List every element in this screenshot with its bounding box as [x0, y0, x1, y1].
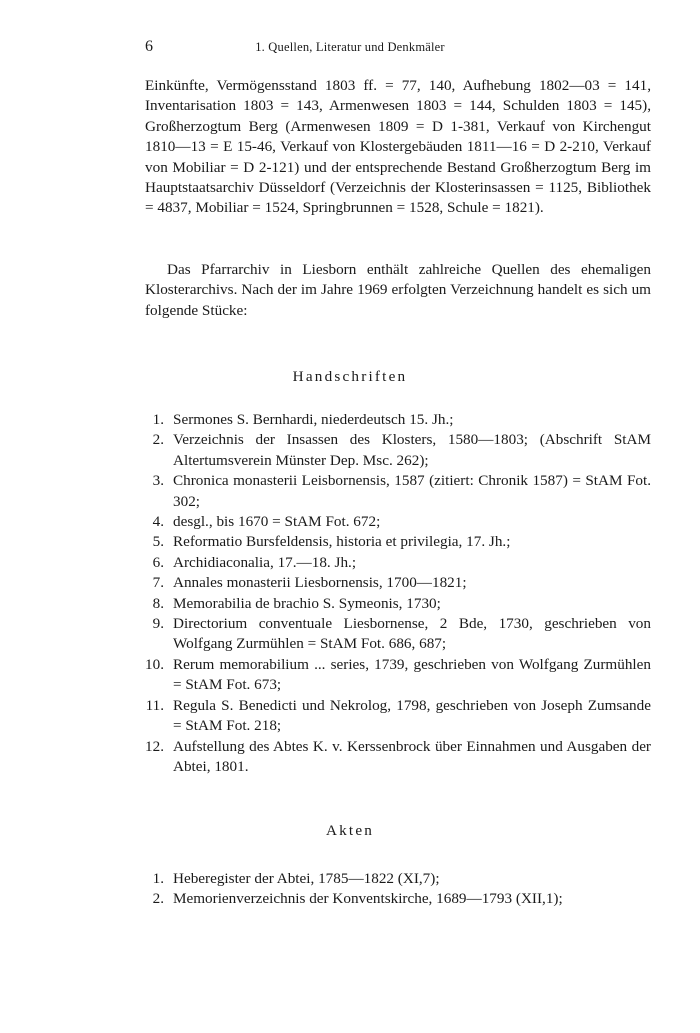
item-number: 7.	[152, 574, 164, 592]
item-number: 1.	[152, 870, 164, 887]
list-item	[145, 869, 651, 889]
item-number: 10.	[145, 655, 164, 673]
item-text: Memorienverzeichnis der Konventskirche, 1689—1793 (XII,1);	[173, 890, 563, 908]
item-number: 4.	[152, 513, 164, 531]
item-text: Reformatio Bursfeldensis, historia et privilegia, 17. Jh.;	[173, 533, 511, 551]
handschriften-list	[145, 410, 651, 777]
page-number: 6	[145, 38, 153, 55]
akten-list	[145, 869, 651, 910]
body-paragraph-1: Einkünfte, Vermögensstand 1803 ff. = 77, 140, Aufhebung 1802—03 = 141, Inventarisation 1803 = 143, Armenwesen 1803 = 144, Schulden 1803 = 145), Großherzogtum Berg (Armenwesen 1809 = D 1-381, Verkauf von Kirchengut 1810—13 = E 15-46, Verkauf von Klostergebäuden 1811—16 = D 2-210, Verkauf von Mobiliar = D 2-121) und der entsprechende Bestand Großherzogtum Berg im Hauptstaatsarchiv Düsseldorf (Verzeichnis der Klosterinsassen = 1125, Bibliothek = 4837, Mobiliar = 1524, Springbrunnen = 1528, Schule = 1821).	[145, 77, 651, 217]
list-item	[145, 594, 651, 614]
item-number: 2.	[152, 431, 164, 449]
item-text: Rerum memorabilium ... series, 1739, geschrieben von Wolfgang Zurmühlen = StAM Fot. 673;	[173, 655, 651, 694]
list-item	[145, 655, 651, 696]
item-number: 12.	[145, 737, 164, 755]
list-item	[145, 889, 651, 909]
item-number: 6.	[152, 553, 164, 571]
item-number: 5.	[152, 533, 164, 551]
list-item	[145, 410, 651, 430]
list-item	[145, 512, 651, 532]
item-text: Directorium conventuale Liesbornense, 2 Bde, 1730, geschrieben von Wolfgang Zurmühlen = StAM Fot. 686, 687;	[173, 615, 651, 653]
item-text: Archidiaconalia, 17.—18. Jh.;	[173, 553, 357, 571]
list-item	[145, 614, 651, 655]
item-text: Chronica monasterii Leisbornensis, 1587 (zitiert: Chronik 1587) = StAM Fot. 302;	[173, 472, 651, 510]
item-number: 1.	[152, 411, 164, 428]
list-item	[145, 430, 651, 471]
list-item	[145, 471, 651, 512]
item-number: 9.	[152, 615, 164, 633]
body-paragraph-2: Das Pfarrarchiv in Liesborn enthält zahlreiche Quellen des ehemaligen Klosterarchivs. Nach der im Jahre 1969 erfolgten Verzeichnung handelt es sich um folgende Stücke:	[145, 261, 651, 319]
item-number: 3.	[152, 472, 164, 490]
item-number: 8.	[152, 594, 164, 612]
item-text: Annales monasterii Liesbornensis, 1700—1821;	[173, 574, 467, 592]
list-item	[145, 553, 651, 573]
item-text: desgl., bis 1670 = StAM Fot. 672;	[173, 513, 381, 531]
item-number: 2.	[152, 890, 164, 908]
list-item	[145, 573, 651, 593]
list-item	[145, 532, 651, 552]
list-item	[145, 696, 651, 737]
item-text: Aufstellung des Abtes K. v. Kerssenbrock über Einnahmen und Ausgaben der Abtei, 1801.	[173, 737, 651, 775]
list-item	[145, 737, 651, 778]
item-number: 11.	[145, 696, 164, 714]
item-text: Memorabilia de brachio S. Symeonis, 1730;	[173, 594, 441, 612]
item-text: Sermones S. Bernhardi, niederdeutsch 15. Jh.;	[173, 411, 454, 428]
item-text: Verzeichnis der Insassen des Klosters, 1580—1803; (Abschrift StAM Altertumsverein Münster Dep. Msc. 262);	[173, 431, 651, 469]
section-heading-handschriften: Handschriften	[292, 368, 408, 385]
item-text: Heberegister der Abtei, 1785—1822 (XI,7);	[173, 870, 440, 887]
section-heading-akten: Akten	[325, 822, 375, 839]
running-title: 1. Quellen, Literatur und Denkmäler	[255, 40, 445, 54]
item-text: Regula S. Benedicti und Nekrolog, 1798, geschrieben von Joseph Zumsande = StAM Fot. 218;	[173, 696, 651, 735]
